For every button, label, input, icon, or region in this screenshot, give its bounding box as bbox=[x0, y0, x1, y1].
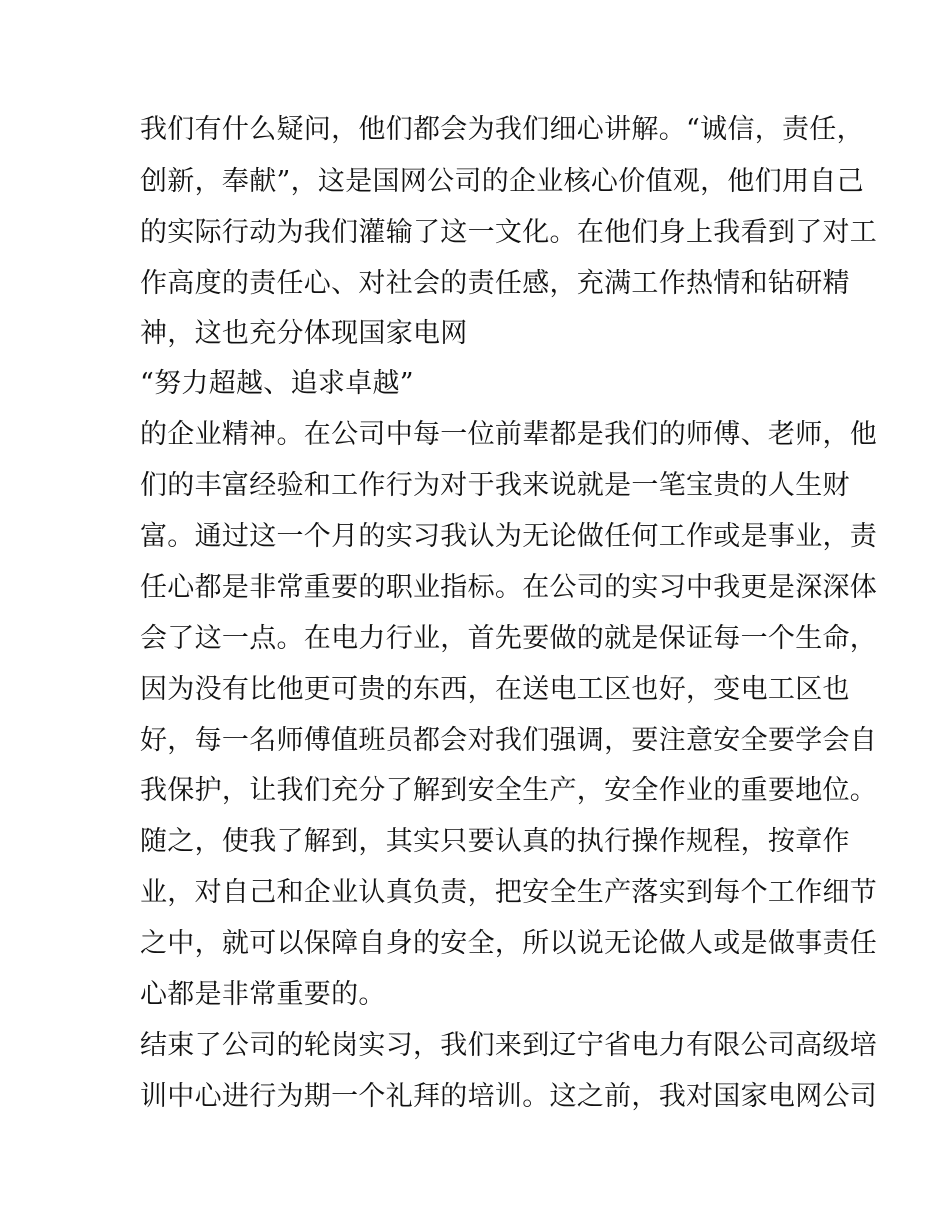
text-line: 我们有什么疑问，他们都会为我们细心讲解。“诚信，责任， bbox=[140, 114, 864, 145]
text-line: 创新，奉献”，这是国网公司的企业核心价值观，他们用自己 bbox=[140, 166, 864, 197]
text-line: 因为没有比他更可贵的东西，在送电工区也好，变电工区也 bbox=[140, 674, 850, 705]
text-line: 结束了公司的轮岗实习，我们来到辽宁省电力有限公司高级培 bbox=[140, 1030, 878, 1061]
text-line: 的实际行动为我们灌输了这一文化。在他们身上我看到了对工 bbox=[140, 217, 878, 248]
text-line: 好，每一名师傅值班员都会对我们强调，要注意安全要学会自 bbox=[140, 725, 878, 756]
text-line: 富。通过这一个月的实习我认为无论做任何工作或是事业，责 bbox=[140, 521, 878, 552]
text-line: “努力超越、追求卓越” bbox=[140, 368, 414, 399]
text-line: 训中心进行为期一个礼拜的培训。这之前，我对国家电网公司 bbox=[140, 1081, 878, 1112]
text-line: 随之，使我了解到，其实只要认真的执行操作规程，按章作 bbox=[140, 826, 850, 857]
text-line: 任心都是非常重要的职业指标。在公司的实习中我更是深深体 bbox=[140, 572, 878, 603]
text-line: 的企业精神。在公司中每一位前辈都是我们的师傅、老师，他 bbox=[140, 419, 878, 450]
text-line: 神，这也充分体现国家电网 bbox=[140, 318, 468, 349]
text-line: 业，对自己和企业认真负责，把安全生产落实到每个工作细节 bbox=[140, 877, 878, 908]
text-line: 作高度的责任心、对社会的责任感，充满工作热情和钻研精 bbox=[140, 268, 850, 299]
text-line: 之中，就可以保障自身的安全，所以说无论做人或是做事责任 bbox=[140, 928, 878, 959]
text-line: 会了这一点。在电力行业，首先要做的就是保证每一个生命， bbox=[140, 623, 878, 654]
text-line: 们的丰富经验和工作行为对于我来说就是一笔宝贵的人生财 bbox=[140, 470, 850, 501]
text-line: 我保护，让我们充分了解到安全生产，安全作业的重要地位。 bbox=[140, 775, 878, 806]
text-line: 心都是非常重要的。 bbox=[140, 979, 386, 1010]
